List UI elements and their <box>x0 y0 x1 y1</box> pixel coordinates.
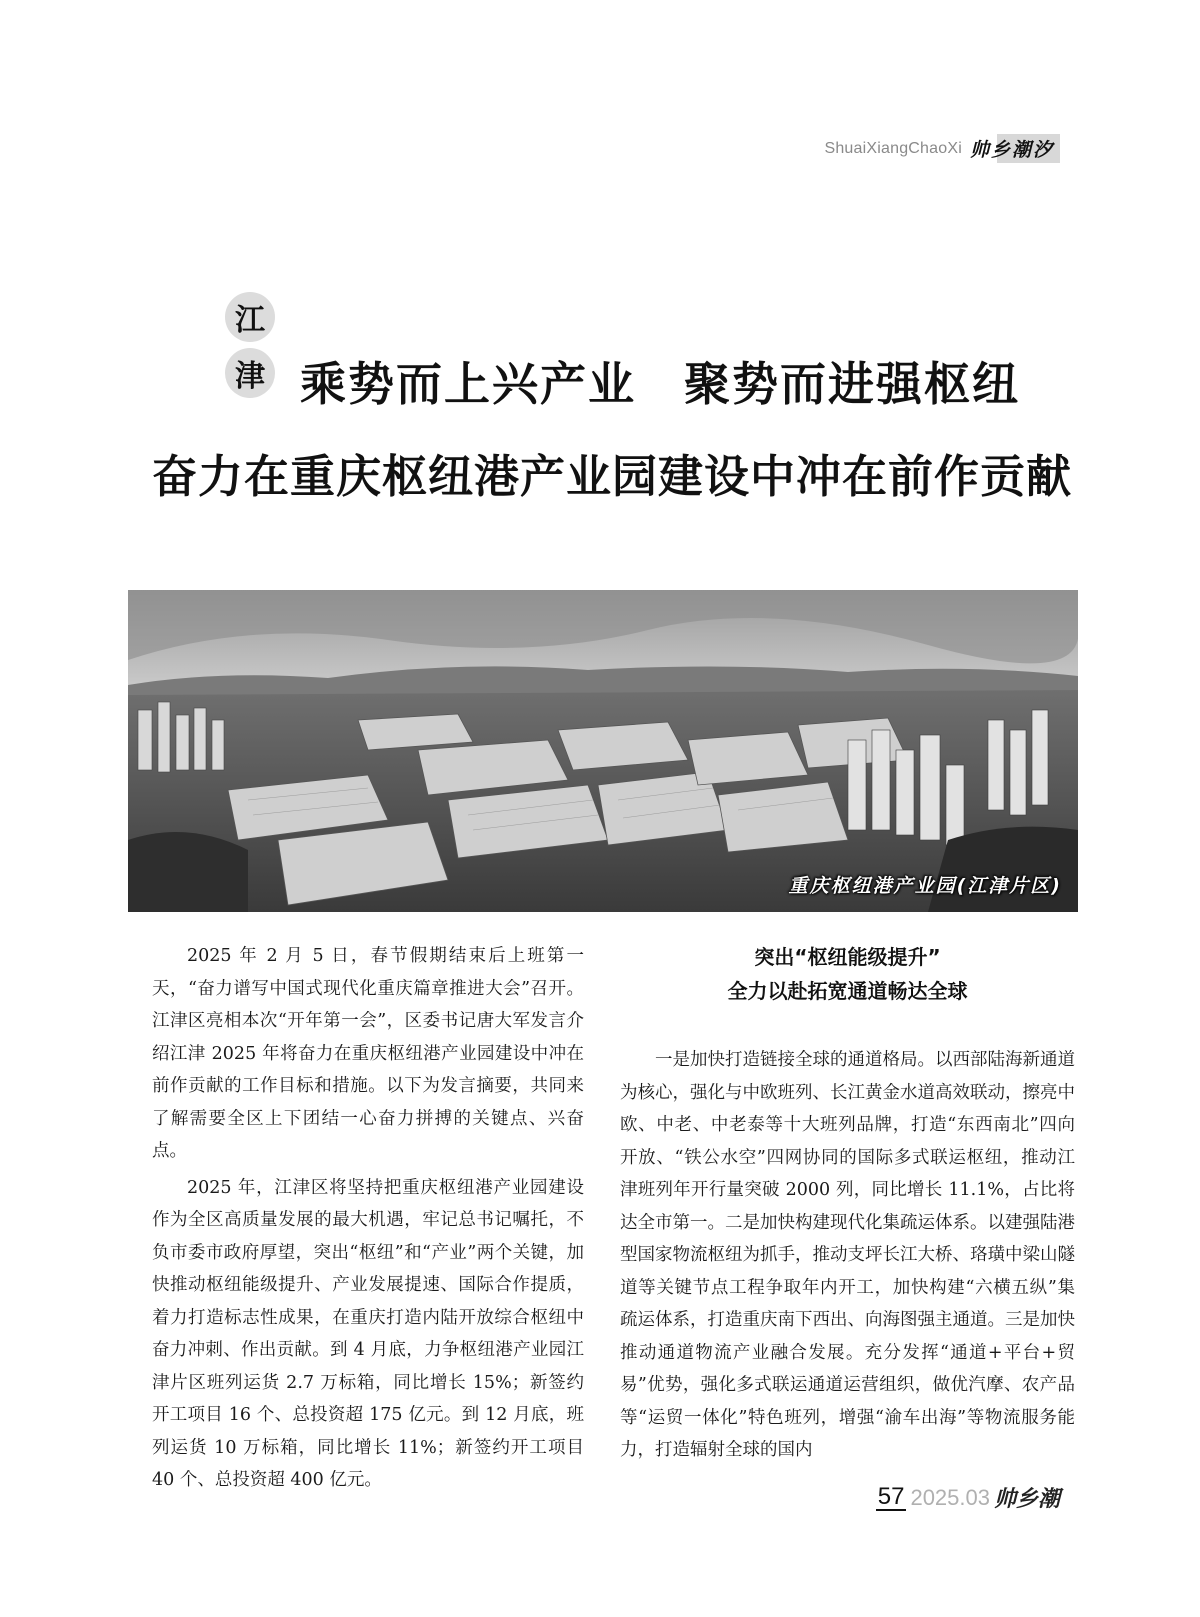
left-paragraph-2: 2025 年，江津区将坚持把重庆枢纽港产业园建设作为全区高质量发展的最大机遇，牢记总书记嘱托，不负市委市政府厚望，突出“枢纽”和“产业”两个关键，加快推动枢纽能级提升、产业发展提速、国际合作提质，着力打造标志性成果，在重庆打造内陆开放综合枢纽中奋力冲刺、作出贡献。到 4 月底，力争枢纽港产业园江津片区班列运货 2.7 万标箱，同比增长 15%；新签约开工项目 16 个、总投资超 175 亿元。到 12 月底，班列运货 10 万标箱，同比增长 11%；新签约开工项目 40 个、总投资超 400 亿元。 <box>152 1177 584 1490</box>
left-paragraph-1: 2025 年 2 月 5 日，春节假期结束后上班第一天，“奋力谱写中国式现代化重庆篇章推进大会”召开。江津区亮相本次“开年第一会”，区委书记唐大军发言介绍江津 2025 年将奋力在重庆枢纽港产业园建设中冲在前作贡献的工作目标和措施。以下为发言摘要，共同来了解需要全区上下团结一心奋力拼搏的关键点、兴奋点。 <box>152 946 584 1161</box>
column-name-cn: 帅乡潮汐 <box>970 134 1060 163</box>
column-header <box>824 134 1060 163</box>
aerial-photo-image <box>128 590 1078 912</box>
region-badge <box>225 292 280 398</box>
region-char-2: 津 <box>225 348 275 398</box>
page-footer <box>876 1482 1060 1513</box>
right-paragraph-1: 一是加快打造链接全球的通道格局。以西部陆海新通道为核心，强化与中欧班列、长江黄金水道高效联动，擦亮中欧、中老、中老泰等十大班列品牌，打造“东西南北”四向开放、“铁公水空”四网协同的国际多式联运枢纽，推动江津班列年开行量突破 2000 列，同比增长 11.1%，占比将达全市第一。二是加快构建现代化集疏运体系。以建强陆港型国家物流枢纽为抓手，推动支坪长江大桥、珞璜中梁山隧道等关键节点工程争取年内开工，加快构建“六横五纵”集疏运体系，打造重庆南下西出、向海图强主通道。三是加快推动通道物流产业融合发展。充分发挥“通道+平台+贸易”优势，强化多式联运通道运营组织，做优汽摩、农产品等“运贸一体化”特色班列，增强“渝车出海”等物流服务能力，打造辐射全球的国内 <box>620 1050 1075 1460</box>
article-title-line2: 奋力在重庆枢纽港产业园建设中冲在前作贡献 <box>152 450 1073 503</box>
magazine-logo: 帅乡潮 <box>993 1487 1060 1512</box>
right-column <box>620 940 1075 1471</box>
aerial-photo <box>128 590 1078 912</box>
region-char-1: 江 <box>225 292 275 342</box>
photo-caption: 重庆枢纽港产业园(江津片区) <box>788 875 1062 897</box>
section-heading-line2: 全力以赴拓宽通道畅达全球 <box>727 979 968 1003</box>
issue-date: 2025.03 <box>910 1484 990 1510</box>
section-heading-line1: 突出“枢纽能级提升” <box>754 945 941 969</box>
section-heading <box>620 940 1075 1008</box>
column-name-en: ShuaiXiangChaoXi <box>824 139 962 157</box>
left-column <box>152 940 584 1501</box>
page-number: 57 <box>877 1482 905 1510</box>
article-title-line1: 乘势而上兴产业 聚势而进强枢纽 <box>300 357 1020 411</box>
